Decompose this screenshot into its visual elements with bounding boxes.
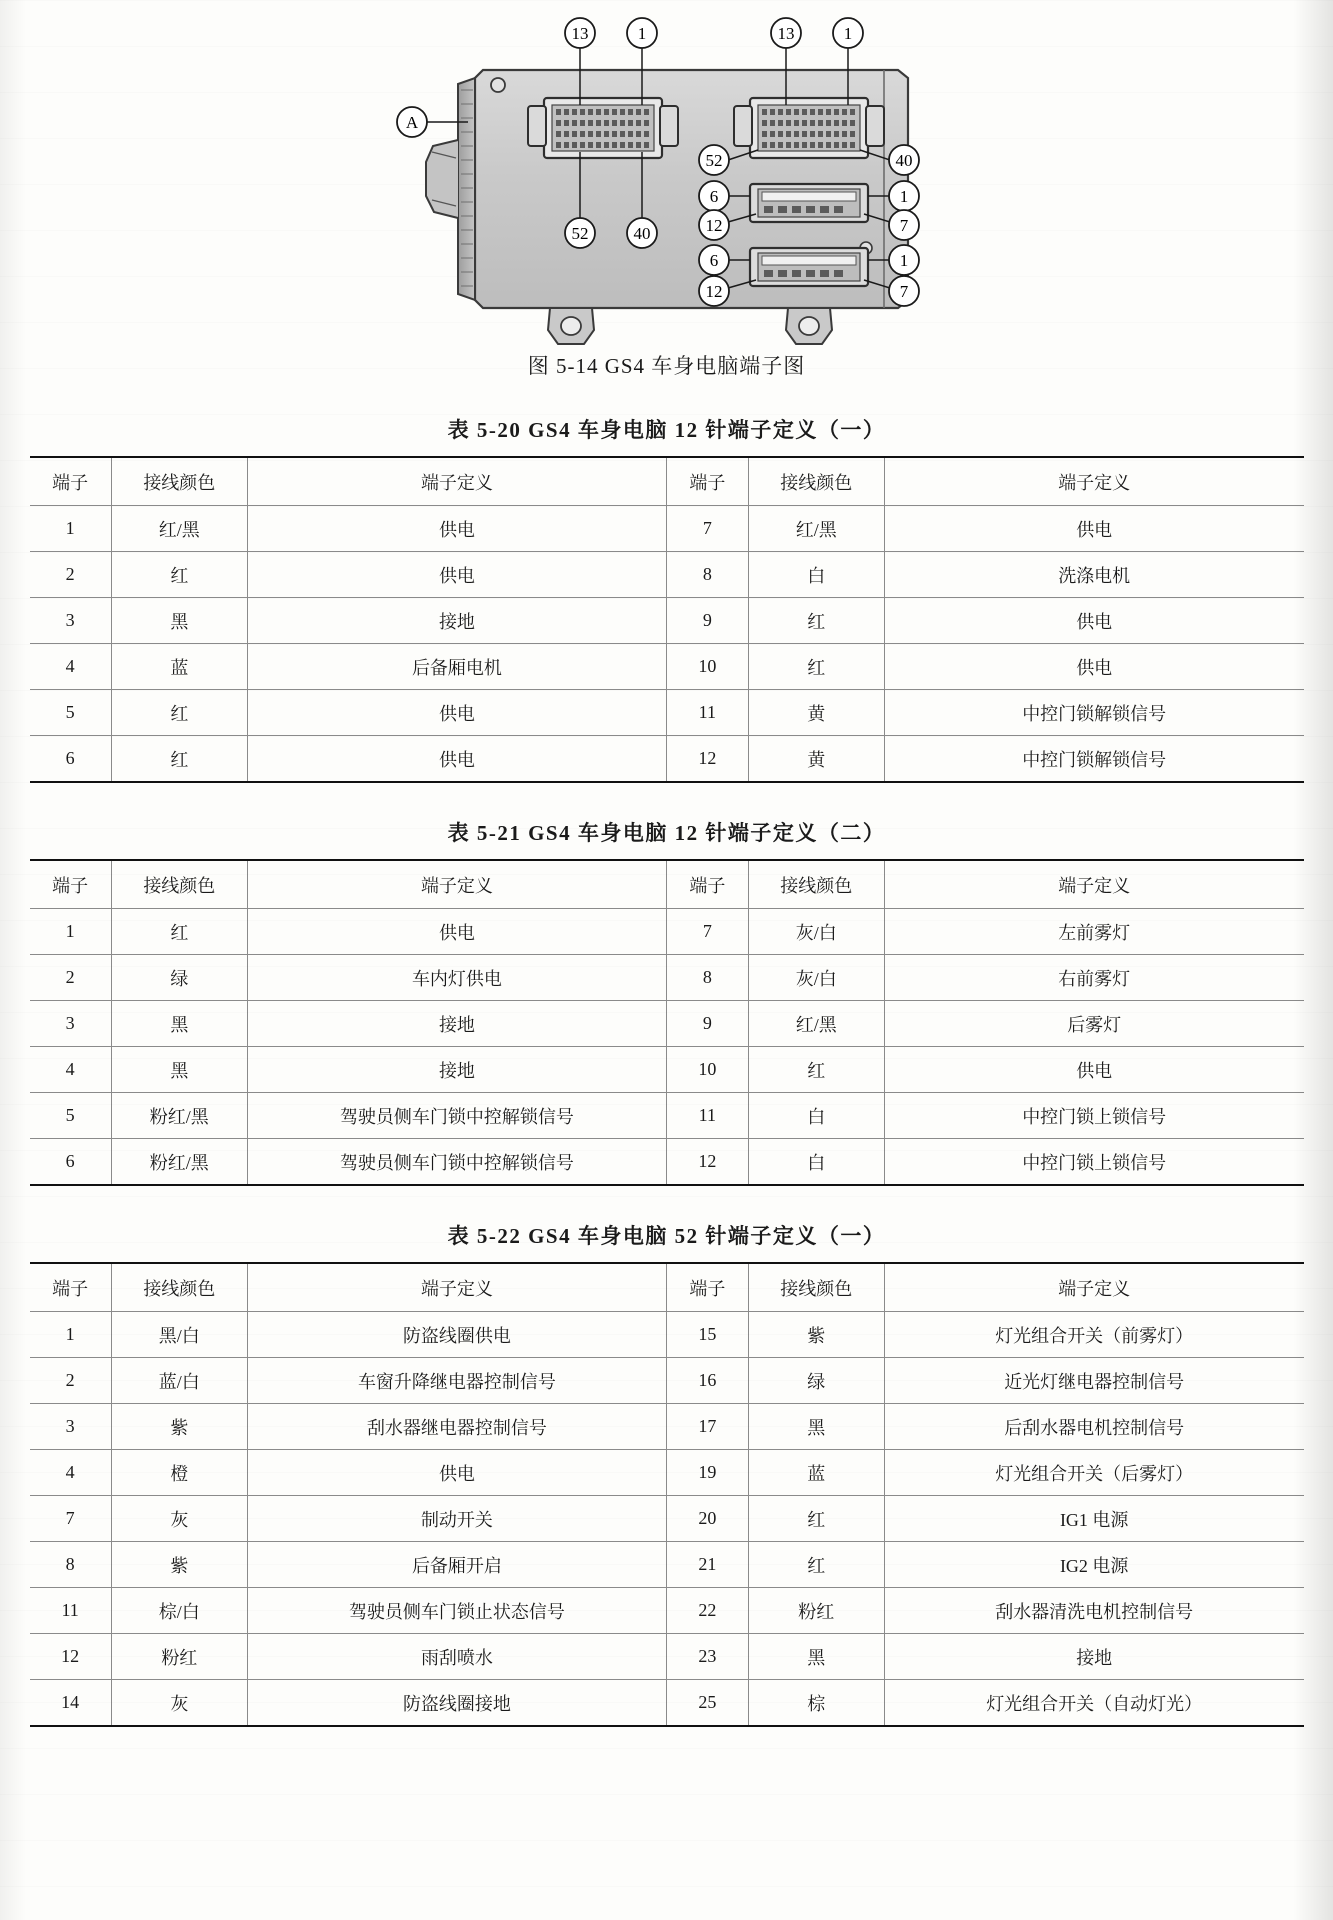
cell-def: 中控门锁解锁信号 xyxy=(884,690,1303,736)
callout-right-7-lower xyxy=(889,276,919,306)
cell-def: 刮水器清洗电机控制信号 xyxy=(884,1588,1303,1634)
cell-def: 后备厢电机 xyxy=(247,644,666,690)
col-header-color-right: 接线颜色 xyxy=(748,457,884,506)
callout-right-7-upper xyxy=(889,210,919,240)
bcm-diagram-svg xyxy=(28,0,1308,360)
col-header-def-right: 端子定义 xyxy=(884,1263,1303,1312)
cell-pin: 25 xyxy=(666,1680,748,1727)
cell-def: 近光灯继电器控制信号 xyxy=(884,1358,1303,1404)
cell-pin: 20 xyxy=(666,1496,748,1542)
cell-def: IG2 电源 xyxy=(884,1542,1303,1588)
table-header-row xyxy=(30,457,1304,506)
col-header-pin-left: 端子 xyxy=(30,860,112,909)
cell-color: 灰/白 xyxy=(748,955,884,1001)
cell-def: 接地 xyxy=(247,1047,666,1093)
cell-pin: 4 xyxy=(30,644,112,690)
callout-bottom-left-40 xyxy=(627,218,657,248)
cell-color: 黑 xyxy=(748,1634,884,1680)
cell-pin: 17 xyxy=(666,1404,748,1450)
svg-text:6: 6 xyxy=(709,251,719,270)
cell-def: 车内灯供电 xyxy=(247,955,666,1001)
cell-def: 接地 xyxy=(247,1001,666,1047)
table-row xyxy=(30,1588,1304,1634)
cell-color: 白 xyxy=(748,1139,884,1186)
cell-def: 防盗线圈供电 xyxy=(247,1312,666,1358)
cell-def: 供电 xyxy=(247,1450,666,1496)
cell-pin: 4 xyxy=(30,1450,112,1496)
cell-def: 洗涤电机 xyxy=(884,552,1303,598)
cell-def: 供电 xyxy=(884,1047,1303,1093)
cell-pin: 8 xyxy=(666,955,748,1001)
cell-def: 中控门锁上锁信号 xyxy=(884,1139,1303,1186)
cell-pin: 11 xyxy=(666,690,748,736)
col-header-pin-left: 端子 xyxy=(30,457,112,506)
cell-pin: 12 xyxy=(666,736,748,783)
cell-pin: 16 xyxy=(666,1358,748,1404)
table-row xyxy=(30,690,1304,736)
table-row xyxy=(30,598,1304,644)
col-header-pin-left: 端子 xyxy=(30,1263,112,1312)
callout-left-12-upper xyxy=(699,210,729,240)
table-title-5-20: 表 5-20 GS4 车身电脑 12 针端子定义（一） xyxy=(447,418,886,442)
callout-left-52 xyxy=(699,145,729,175)
cell-pin: 3 xyxy=(30,1404,112,1450)
cell-color: 白 xyxy=(748,1093,884,1139)
callout-top-right-1 xyxy=(833,18,863,48)
cell-def: 供电 xyxy=(247,690,666,736)
cell-pin: 14 xyxy=(30,1680,112,1727)
cell-pin: 3 xyxy=(30,1001,112,1047)
cell-def: 供电 xyxy=(247,552,666,598)
table-row xyxy=(30,506,1304,552)
col-header-color-right: 接线颜色 xyxy=(748,1263,884,1312)
table-row xyxy=(30,736,1304,783)
svg-text:1: 1 xyxy=(899,187,909,206)
cell-def: 制动开关 xyxy=(247,1496,666,1542)
cell-def: 后雾灯 xyxy=(884,1001,1303,1047)
table-row xyxy=(30,1680,1304,1727)
cell-def: 刮水器继电器控制信号 xyxy=(247,1404,666,1450)
cell-def: 后备厢开启 xyxy=(247,1542,666,1588)
col-header-def-right: 端子定义 xyxy=(884,860,1303,909)
table-title-5-22: 表 5-22 GS4 车身电脑 52 针端子定义（一） xyxy=(447,1224,886,1248)
cell-color: 白 xyxy=(748,552,884,598)
cell-def: 驾驶员侧车门锁中控解锁信号 xyxy=(247,1093,666,1139)
cell-pin: 6 xyxy=(30,736,112,783)
page-left-edge-shadow xyxy=(0,0,26,1920)
cell-pin: 2 xyxy=(30,1358,112,1404)
table-row xyxy=(30,1450,1304,1496)
table-block-5-21 xyxy=(28,817,1305,1186)
cell-color: 粉红 xyxy=(111,1634,247,1680)
table-block-5-22 xyxy=(28,1220,1305,1727)
table-row xyxy=(30,1093,1304,1139)
cell-def: 供电 xyxy=(884,598,1303,644)
cell-pin: 6 xyxy=(30,1139,112,1186)
table-row xyxy=(30,1542,1304,1588)
cell-pin: 10 xyxy=(666,644,748,690)
table-row xyxy=(30,909,1304,955)
cell-color: 棕 xyxy=(748,1680,884,1727)
table-header-row xyxy=(30,860,1304,909)
svg-text:52: 52 xyxy=(571,224,589,243)
cell-color: 黑 xyxy=(748,1404,884,1450)
cell-color: 紫 xyxy=(748,1312,884,1358)
cell-def: 雨刮喷水 xyxy=(247,1634,666,1680)
callout-bottom-left-52 xyxy=(565,218,595,248)
cell-pin: 8 xyxy=(666,552,748,598)
callout-left-6-lower xyxy=(699,245,729,275)
cell-color: 黄 xyxy=(748,736,884,783)
cell-color: 红 xyxy=(748,1496,884,1542)
col-header-def-left: 端子定义 xyxy=(247,860,666,909)
cell-pin: 7 xyxy=(666,506,748,552)
cell-color: 粉红 xyxy=(748,1588,884,1634)
svg-text:13: 13 xyxy=(777,24,795,43)
cell-pin: 1 xyxy=(30,506,112,552)
callout-left-6-upper xyxy=(699,181,729,211)
cell-pin: 5 xyxy=(30,1093,112,1139)
cell-def: 防盗线圈接地 xyxy=(247,1680,666,1727)
cell-color: 蓝 xyxy=(748,1450,884,1496)
cell-pin: 15 xyxy=(666,1312,748,1358)
col-header-def-left: 端子定义 xyxy=(247,457,666,506)
cell-pin: 5 xyxy=(30,690,112,736)
col-header-color-left: 接线颜色 xyxy=(111,457,247,506)
table-title-5-21: 表 5-21 GS4 车身电脑 12 针端子定义（二） xyxy=(447,821,886,845)
cell-pin: 11 xyxy=(30,1588,112,1634)
cell-color: 紫 xyxy=(111,1404,247,1450)
cell-color: 粉红/黑 xyxy=(111,1093,247,1139)
cell-color: 黑 xyxy=(111,598,247,644)
svg-text:1: 1 xyxy=(899,251,909,270)
callout-top-left-1 xyxy=(627,18,657,48)
cell-color: 红 xyxy=(111,909,247,955)
callout-left-12-lower xyxy=(699,276,729,306)
cell-color: 灰/白 xyxy=(748,909,884,955)
callout-right-40 xyxy=(889,145,919,175)
svg-text:40: 40 xyxy=(633,224,651,243)
callout-a-label: A xyxy=(405,113,419,132)
cell-def: 供电 xyxy=(247,736,666,783)
cell-def: 右前雾灯 xyxy=(884,955,1303,1001)
svg-text:12: 12 xyxy=(705,216,723,235)
table-block-5-20 xyxy=(28,414,1305,783)
figure-bcm-connector-diagram xyxy=(28,0,1308,360)
cell-def: 驾驶员侧车门锁止状态信号 xyxy=(247,1588,666,1634)
cell-color: 红 xyxy=(748,598,884,644)
cell-def: 供电 xyxy=(884,506,1303,552)
col-header-pin-right: 端子 xyxy=(666,457,748,506)
col-header-def-left: 端子定义 xyxy=(247,1263,666,1312)
cell-pin: 9 xyxy=(666,598,748,644)
callout-top-left-13 xyxy=(565,18,595,48)
cell-color: 黄 xyxy=(748,690,884,736)
cell-def: 后刮水器电机控制信号 xyxy=(884,1404,1303,1450)
cell-pin: 1 xyxy=(30,909,112,955)
svg-text:6: 6 xyxy=(709,187,719,206)
cell-pin: 19 xyxy=(666,1450,748,1496)
svg-text:52: 52 xyxy=(705,151,723,170)
cell-def: 供电 xyxy=(247,506,666,552)
table-row xyxy=(30,1358,1304,1404)
cell-pin: 8 xyxy=(30,1542,112,1588)
table-row xyxy=(30,1404,1304,1450)
cell-pin: 11 xyxy=(666,1093,748,1139)
cell-color: 紫 xyxy=(111,1542,247,1588)
table-5-22 xyxy=(30,1262,1304,1727)
cell-pin: 22 xyxy=(666,1588,748,1634)
cell-pin: 4 xyxy=(30,1047,112,1093)
cell-def: IG1 电源 xyxy=(884,1496,1303,1542)
svg-text:7: 7 xyxy=(899,216,909,235)
cell-pin: 1 xyxy=(30,1312,112,1358)
connector-12pin-lower xyxy=(750,248,868,286)
cell-pin: 12 xyxy=(666,1139,748,1186)
cell-pin: 2 xyxy=(30,955,112,1001)
table-row xyxy=(30,552,1304,598)
cell-color: 红 xyxy=(748,1047,884,1093)
cell-color: 红/黑 xyxy=(748,506,884,552)
cell-color: 橙 xyxy=(111,1450,247,1496)
svg-text:1: 1 xyxy=(843,24,853,43)
table-header-row xyxy=(30,1263,1304,1312)
svg-text:12: 12 xyxy=(705,282,723,301)
connector-12pin-upper xyxy=(750,184,868,222)
callout-right-1-lower xyxy=(889,245,919,275)
col-header-color-right: 接线颜色 xyxy=(748,860,884,909)
cell-color: 绿 xyxy=(748,1358,884,1404)
cell-color: 红 xyxy=(748,644,884,690)
cell-pin: 7 xyxy=(666,909,748,955)
cell-def: 灯光组合开关（前雾灯） xyxy=(884,1312,1303,1358)
cell-def: 供电 xyxy=(247,909,666,955)
table-row xyxy=(30,1001,1304,1047)
cell-color: 红 xyxy=(111,690,247,736)
cell-def: 灯光组合开关（后雾灯） xyxy=(884,1450,1303,1496)
cell-pin: 9 xyxy=(666,1001,748,1047)
table-row xyxy=(30,644,1304,690)
table-row xyxy=(30,1634,1304,1680)
table-row xyxy=(30,955,1304,1001)
callout-top-right-13 xyxy=(771,18,801,48)
table-row xyxy=(30,1312,1304,1358)
cell-pin: 3 xyxy=(30,598,112,644)
svg-text:1: 1 xyxy=(637,24,647,43)
cell-color: 粉红/黑 xyxy=(111,1139,247,1186)
cell-color: 棕/白 xyxy=(111,1588,247,1634)
cell-color: 红 xyxy=(111,552,247,598)
cell-color: 蓝/白 xyxy=(111,1358,247,1404)
table-row xyxy=(30,1496,1304,1542)
cell-color: 黑/白 xyxy=(111,1312,247,1358)
cell-def: 驾驶员侧车门锁中控解锁信号 xyxy=(247,1139,666,1186)
svg-text:13: 13 xyxy=(571,24,589,43)
col-header-color-left: 接线颜色 xyxy=(111,860,247,909)
cell-def: 车窗升降继电器控制信号 xyxy=(247,1358,666,1404)
cell-color: 红 xyxy=(111,736,247,783)
col-header-pin-right: 端子 xyxy=(666,860,748,909)
cell-color: 黑 xyxy=(111,1001,247,1047)
cell-def: 接地 xyxy=(247,598,666,644)
cell-def: 灯光组合开关（自动灯光） xyxy=(884,1680,1303,1727)
cell-color: 灰 xyxy=(111,1680,247,1727)
cell-pin: 12 xyxy=(30,1634,112,1680)
figure-caption: 图 5-14 GS4 车身电脑端子图 xyxy=(527,354,806,378)
table-5-21 xyxy=(30,859,1304,1186)
cell-pin: 21 xyxy=(666,1542,748,1588)
col-header-def-right: 端子定义 xyxy=(884,457,1303,506)
cell-pin: 2 xyxy=(30,552,112,598)
cell-color: 红 xyxy=(748,1542,884,1588)
cell-def: 接地 xyxy=(884,1634,1303,1680)
connector-52pin-left xyxy=(528,98,678,158)
table-row xyxy=(30,1139,1304,1186)
callout-a xyxy=(397,107,427,137)
cell-color: 黑 xyxy=(111,1047,247,1093)
cell-pin: 10 xyxy=(666,1047,748,1093)
cell-def: 供电 xyxy=(884,644,1303,690)
cell-color: 红/黑 xyxy=(111,506,247,552)
table-row xyxy=(30,1047,1304,1093)
cell-def: 中控门锁解锁信号 xyxy=(884,736,1303,783)
col-header-pin-right: 端子 xyxy=(666,1263,748,1312)
cell-pin: 7 xyxy=(30,1496,112,1542)
cell-color: 蓝 xyxy=(111,644,247,690)
svg-text:7: 7 xyxy=(899,282,909,301)
cell-pin: 23 xyxy=(666,1634,748,1680)
col-header-color-left: 接线颜色 xyxy=(111,1263,247,1312)
cell-color: 灰 xyxy=(111,1496,247,1542)
cell-color: 绿 xyxy=(111,955,247,1001)
svg-text:40: 40 xyxy=(895,151,913,170)
callout-right-1-upper xyxy=(889,181,919,211)
cell-def: 中控门锁上锁信号 xyxy=(884,1093,1303,1139)
cell-def: 左前雾灯 xyxy=(884,909,1303,955)
connector-52pin-right xyxy=(734,98,884,158)
table-5-20 xyxy=(30,456,1304,783)
cell-color: 红/黑 xyxy=(748,1001,884,1047)
